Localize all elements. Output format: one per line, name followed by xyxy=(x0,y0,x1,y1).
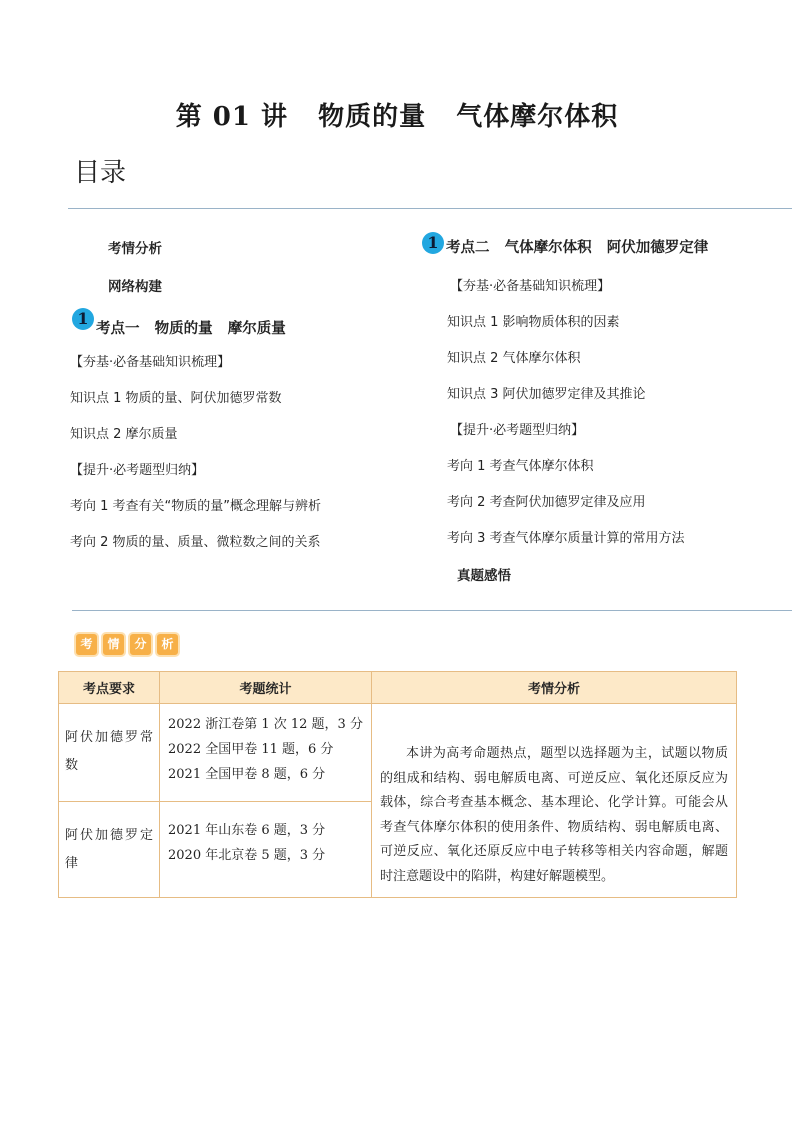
stats-line: 2022 浙江卷第 1 次 12 题，3 分 xyxy=(168,717,363,732)
table-header-row xyxy=(59,672,737,704)
toc-top-divider xyxy=(68,208,792,209)
banner-char: 情 xyxy=(101,632,126,657)
toc-item-knowledge-1-left[interactable]: 知识点 1 物质的量、阿伏加德罗常数 xyxy=(70,391,282,406)
point-two-badge-icon: 1 xyxy=(422,232,444,254)
column-header-analysis: 考情分析 xyxy=(372,672,737,704)
point-one-badge-icon: 1 xyxy=(72,308,94,330)
toc-item-improve-right[interactable]: 【提升·必考题型归纳】 xyxy=(450,423,585,438)
toc-heading: 目录 xyxy=(74,158,127,188)
banner-char: 析 xyxy=(155,632,180,657)
banner-char: 考 xyxy=(74,632,99,657)
exam-analysis-table xyxy=(58,671,737,898)
stats-cell xyxy=(160,802,372,898)
toc-item-real-exam[interactable]: 真题感悟 xyxy=(457,568,511,584)
toc-item-knowledge-2-left[interactable]: 知识点 2 摩尔质量 xyxy=(70,427,178,442)
stats-line: 2021 全国甲卷 8 题，6 分 xyxy=(168,767,326,782)
toc-item-knowledge-1-right[interactable]: 知识点 1 影响物质体积的因素 xyxy=(447,315,620,330)
column-header-requirement: 考点要求 xyxy=(59,672,160,704)
toc-item-direction-2-left[interactable]: 考向 2 物质的量、质量、微粒数之间的关系 xyxy=(70,535,321,550)
toc-bottom-divider xyxy=(72,610,792,611)
toc-item-direction-3-right[interactable]: 考向 3 考查气体摩尔质量计算的常用方法 xyxy=(447,531,685,546)
toc-item-exam-analysis[interactable]: 考情分析 xyxy=(108,241,162,257)
stats-line: 2022 全国甲卷 11 题，6 分 xyxy=(168,742,334,757)
banner-char: 分 xyxy=(128,632,153,657)
toc-item-knowledge-2-right[interactable]: 知识点 2 气体摩尔体积 xyxy=(447,351,581,366)
stats-line: 2021 年山东卷 6 题，3 分 xyxy=(168,823,326,838)
toc-item-point-one[interactable]: 考点一 物质的量 摩尔质量 xyxy=(96,321,286,337)
column-header-stats: 考题统计 xyxy=(160,672,372,704)
requirement-cell: 阿伏加德罗常数 xyxy=(59,704,160,802)
requirement-cell: 阿伏加德罗定律 xyxy=(59,802,160,898)
stats-cell xyxy=(160,704,372,802)
toc-item-direction-1-left[interactable]: 考向 1 考查有关“物质的量”概念理解与辨析 xyxy=(70,499,322,514)
toc-item-basics-left[interactable]: 【夯基·必备基础知识梳理】 xyxy=(70,355,231,370)
toc-item-point-two[interactable]: 考点二 气体摩尔体积 阿伏加德罗定律 xyxy=(446,240,709,256)
toc-item-direction-1-right[interactable]: 考向 1 考查气体摩尔体积 xyxy=(447,459,594,474)
page-title: 第 01 讲 物质的量 气体摩尔体积 xyxy=(175,102,619,132)
exam-analysis-banner xyxy=(74,632,182,659)
toc-item-improve-left[interactable]: 【提升·必考题型归纳】 xyxy=(70,463,205,478)
toc-item-direction-2-right[interactable]: 考向 2 考查阿伏加德罗定律及应用 xyxy=(447,495,646,510)
stats-line: 2020 年北京卷 5 题，3 分 xyxy=(168,848,326,863)
table-row xyxy=(59,704,737,802)
toc-item-basics-right[interactable]: 【夯基·必备基础知识梳理】 xyxy=(450,279,611,294)
toc-item-network[interactable]: 网络构建 xyxy=(108,279,162,295)
analysis-cell: 本讲为高考命题热点，题型以选择题为主，试题以物质的组成和结构、弱电解质电离、可逆反应、氧化还原反应为载体，综合考查基本概念、基本理论、化学计算。可能会从考查气体摩尔体积的使用条件、物质结构、弱电解质电离、可逆反应、氧化还原反应中电子转移等相关内容命题，解题时注意题设中的陷阱，构建好解题模型。 xyxy=(372,704,737,898)
toc-item-knowledge-3-right[interactable]: 知识点 3 阿伏加德罗定律及其推论 xyxy=(447,387,646,402)
